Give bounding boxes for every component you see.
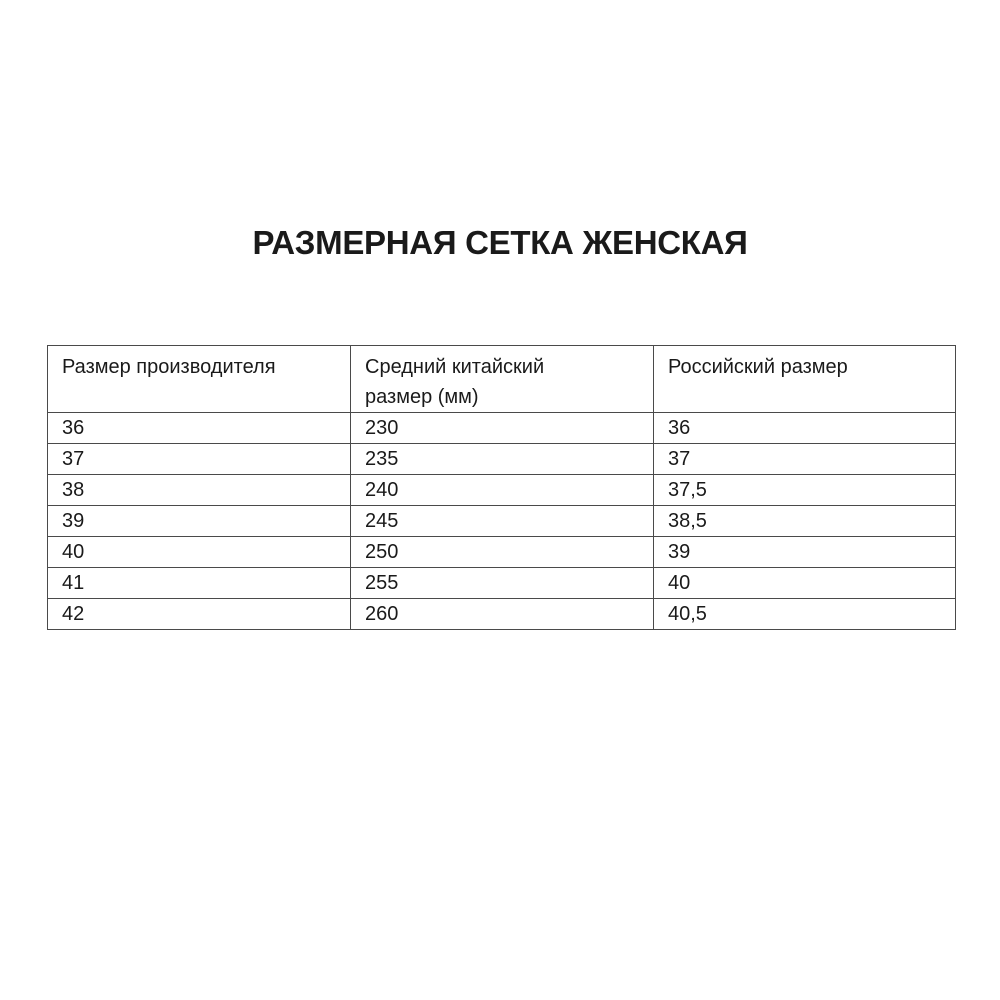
table-row [48, 537, 956, 568]
cell-manufacturer-size: 39 [48, 506, 351, 537]
table-row [48, 444, 956, 475]
cell-chinese-size-mm: 230 [351, 413, 654, 444]
cell-manufacturer-size: 37 [48, 444, 351, 475]
cell-chinese-size-mm: 240 [351, 475, 654, 506]
cell-chinese-size-mm: 245 [351, 506, 654, 537]
cell-chinese-size-mm: 260 [351, 599, 654, 630]
table-row [48, 413, 956, 444]
header-cell-russian-size [654, 346, 956, 413]
table-header-row [48, 346, 956, 413]
cell-chinese-size-mm: 255 [351, 568, 654, 599]
header-label-manufacturer-size: Размер производителя [62, 356, 276, 378]
cell-manufacturer-size: 40 [48, 537, 351, 568]
cell-russian-size: 39 [654, 537, 956, 568]
cell-russian-size: 37,5 [654, 475, 956, 506]
cell-russian-size: 40 [654, 568, 956, 599]
table-row [48, 475, 956, 506]
cell-chinese-size-mm: 250 [351, 537, 654, 568]
cell-chinese-size-mm: 235 [351, 444, 654, 475]
cell-russian-size: 38,5 [654, 506, 956, 537]
cell-manufacturer-size: 41 [48, 568, 351, 599]
size-table [47, 345, 956, 630]
table-row [48, 599, 956, 630]
header-label-russian-size: Российский размер [668, 356, 848, 378]
cell-russian-size: 40,5 [654, 599, 956, 630]
header-cell-chinese-size-mm [351, 346, 654, 413]
table-row [48, 568, 956, 599]
cell-manufacturer-size: 42 [48, 599, 351, 630]
table-row [48, 506, 956, 537]
cell-manufacturer-size: 36 [48, 413, 351, 444]
page-title: РАЗМЕРНАЯ СЕТКА ЖЕНСКАЯ [252, 224, 748, 261]
header-cell-manufacturer-size [48, 346, 351, 413]
cell-russian-size: 36 [654, 413, 956, 444]
cell-manufacturer-size: 38 [48, 475, 351, 506]
header-label-chinese-size-mm: Средний китайский размер (мм) [365, 356, 545, 408]
cell-russian-size: 37 [654, 444, 956, 475]
